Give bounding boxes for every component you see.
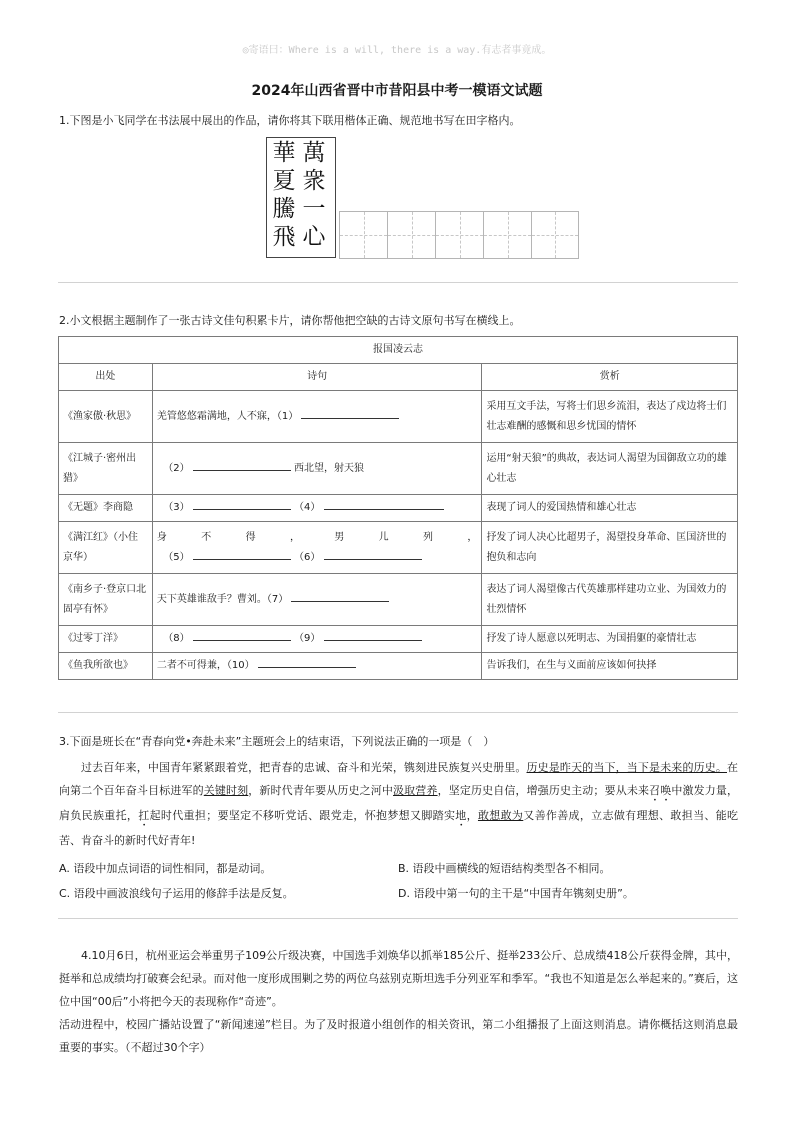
- line-text: （3）: [163, 502, 190, 513]
- passage-text: 又善作善成，立志做有理想、敢担当、能吃苦、肯奋斗的新时代好青年!: [59, 809, 739, 847]
- answer-blank-5[interactable]: [193, 548, 291, 560]
- line-char: ，: [289, 531, 300, 543]
- cell-note: 表现了词人的爱国热情和雄心壮志: [482, 495, 738, 522]
- calligraphy-char: 心: [302, 224, 326, 250]
- line-char: 列: [423, 531, 434, 543]
- cell-source: 《满江红》（小住京华）: [59, 522, 153, 574]
- q4-news-text: 4.10月6日，杭州亚运会举重男子109公斤级决赛，中国选手刘焕华以抓举185公斤、挺举233公斤、总成绩418公斤获得金牌，其中，挺举和总成绩均打破赛会纪录。而对他一度形成围剿之势的两位乌兹别克斯坦选手分列亚军和季军。“我也不知道是怎么举起来的。”赛后，这位中国“00后”小将把今天的表现称作“奇迹”。: [59, 949, 738, 1008]
- table-row: [59, 626, 738, 653]
- divider: [58, 282, 738, 283]
- cell-note: 抒发了词人决心比超男子，渴望投身革命、匡国济世的抱负和志向: [482, 522, 738, 574]
- table-row: [59, 391, 738, 443]
- line-text: （8）: [163, 633, 190, 644]
- answer-blank-7[interactable]: [291, 590, 389, 602]
- calligraphy-char: 一: [302, 196, 326, 222]
- underlined-sentence: 历史是昨天的当下，当下是未来的历史。: [526, 761, 727, 774]
- q4-passage: [59, 944, 738, 1059]
- cell-line: [152, 522, 482, 574]
- line-text: （9）: [293, 633, 321, 644]
- answer-blank-9[interactable]: [324, 629, 422, 641]
- cell-note: 运用“射天狼”的典故，表达词人渴望为国御敌立功的雄心壮志: [482, 443, 738, 495]
- calligraphy-work: [266, 137, 336, 258]
- table-title: 报国凌云志: [59, 337, 738, 364]
- table-row: [59, 653, 738, 680]
- line-text-justified: [157, 528, 478, 548]
- header-line: 诗句: [152, 364, 482, 391]
- watermark: ◎寄语曰：Where is a will, there is a way.有志者事竟成。: [242, 45, 552, 56]
- line-text: （5）: [163, 551, 190, 563]
- header-note: 赏析: [482, 364, 738, 391]
- table-row: [59, 574, 738, 626]
- passage-text: 过去百年来，中国青年紧紧跟着党，把青春的忠诚、奋斗和光荣，镌刻进民族复兴史册里。: [81, 761, 527, 774]
- calligraphy-char: 萬: [302, 140, 326, 166]
- answer-blank-4[interactable]: [324, 498, 444, 510]
- answer-blank-2[interactable]: [193, 459, 291, 471]
- answer-blank-3[interactable]: [193, 498, 291, 510]
- q1-prompt: 1.下图是小飞同学在书法展中展出的作品，请你将其下联用楷体正确、规范地书写在田字格内。: [59, 114, 521, 127]
- line-char: 得: [245, 531, 256, 543]
- calligraphy-char: 衆: [302, 168, 326, 194]
- answer-blank-1[interactable]: [301, 407, 399, 419]
- q4-task-text: 活动进程中，校园广播站设置了“新闻速递”栏目。为了及时报道小组创作的相关资讯，第二小组播报了上面这则消息。请你概括这则消息最重要的事实。（不超过30个字）: [59, 1018, 738, 1054]
- table-row: [59, 443, 738, 495]
- dotted-word: 扛: [138, 809, 150, 822]
- line-char: 儿: [378, 531, 389, 543]
- divider: [58, 712, 738, 713]
- tianzige-cell[interactable]: [483, 211, 531, 259]
- option-b[interactable]: B. 语段中画横线的短语结构类型各不相同。: [398, 862, 611, 875]
- cell-source: 《渔家傲·秋思》: [59, 391, 153, 443]
- tianzige-cell[interactable]: [387, 211, 435, 259]
- underlined-phrase: 关键时刻: [203, 784, 249, 797]
- cell-note: 抒发了诗人愿意以死明志、为国捐躯的豪情壮志: [482, 626, 738, 653]
- tianzige-cell[interactable]: [339, 211, 387, 259]
- line-char: ，: [467, 531, 478, 543]
- answer-blank-6[interactable]: [324, 548, 422, 560]
- line-text: 天下英雄谁敌手？曹刘。（7）: [156, 593, 289, 605]
- page-title: 2024年山西省晋中市昔阳县中考一模语文试题: [251, 83, 543, 99]
- cell-line: [152, 626, 482, 653]
- passage-text: 在向第二个百年奋斗目标进军的: [59, 761, 738, 797]
- q3-prompt: 3.下面是班长在“青春向党•奔赴未来”主题班会上的结束语，下列说法正确的一项是（ ）: [59, 735, 495, 748]
- passage-text: ，新时代青年要从历史之河中: [248, 784, 394, 797]
- cell-line: [152, 391, 482, 443]
- q3-passage: [59, 756, 738, 852]
- cell-source: 《南乡子·登京口北固亭有怀》: [59, 574, 153, 626]
- underlined-phrase: 敢想敢为: [477, 809, 524, 822]
- calligraphy-char: 騰: [272, 196, 296, 222]
- cell-note: 表达了词人渴望像古代英雄那样建功立业、为国效力的壮烈情怀: [482, 574, 738, 626]
- line-text: （4）: [293, 502, 321, 513]
- calligraphy-char: 華: [272, 140, 296, 166]
- dotted-word: 召唤: [649, 784, 672, 797]
- cell-line: [152, 495, 482, 522]
- passage-text: 起时代重担；要坚定不移听党话、跟党走，怀抱梦想又脚踏实: [149, 809, 456, 822]
- line-text: （6）: [293, 551, 321, 563]
- answer-blank-8[interactable]: [193, 629, 291, 641]
- option-c[interactable]: C. 语段中画波浪线句子运用的修辞手法是反复。: [59, 887, 294, 900]
- underlined-phrase: 汲取营养: [393, 784, 438, 797]
- passage-text: ，坚定历史自信，增强历史主动；要从未来: [437, 784, 650, 797]
- calligraphy-lower-couplet: [270, 139, 298, 251]
- line-text: 二者不可得兼，（10）: [156, 660, 255, 671]
- passage-text: ，: [466, 809, 478, 822]
- cell-source: 《鱼我所欲也》: [59, 653, 153, 680]
- cell-source: 《江城子·密州出猎》: [59, 443, 153, 495]
- poem-card-table: [58, 336, 738, 680]
- line-char: 男: [334, 531, 345, 543]
- line-text: 羌管悠悠霜满地，人不寐，（1）: [156, 410, 299, 422]
- line-text: 西北望，射天狼: [293, 462, 364, 474]
- cell-note: 告诉我们，在生与义面前应该如何抉择: [482, 653, 738, 680]
- dotted-word: 地: [455, 809, 467, 822]
- calligraphy-char: 夏: [272, 168, 296, 194]
- q2-prompt: 2.小文根据主题制作了一张古诗文佳句积累卡片，请你帮他把空缺的古诗文原句书写在横线上。: [59, 314, 521, 327]
- cell-source: 《过零丁洋》: [59, 626, 153, 653]
- tianzige-cell[interactable]: [435, 211, 483, 259]
- divider: [58, 918, 738, 919]
- cell-source: 《无题》李商隐: [59, 495, 153, 522]
- line-text: （2）: [163, 462, 190, 474]
- calligraphy-upper-couplet: [300, 139, 328, 251]
- cell-line: [152, 653, 482, 680]
- tianzige-cell[interactable]: [531, 211, 579, 259]
- cell-note: 采用互文手法，写将士们思乡流泪，表达了戍边将士们壮志难酬的感慨和思乡忧国的情怀: [482, 391, 738, 443]
- answer-blank-10[interactable]: [258, 656, 356, 668]
- option-d[interactable]: D. 语段中第一句的主干是“中国青年镌刻史册”。: [398, 887, 634, 900]
- cell-line: [152, 443, 482, 495]
- calligraphy-char: 飛: [272, 224, 296, 250]
- option-a[interactable]: A. 语段中加点词语的词性相同，都是动词。: [59, 862, 272, 875]
- line-char: 不: [201, 531, 212, 543]
- tianzige-grid[interactable]: [339, 211, 579, 259]
- header-source: 出处: [59, 364, 153, 391]
- cell-line: [152, 574, 482, 626]
- passage-text: 中激发力量，肩负民族重托，: [59, 784, 739, 822]
- table-row: [59, 495, 738, 522]
- line-char: 身: [156, 531, 167, 543]
- table-row: [59, 522, 738, 574]
